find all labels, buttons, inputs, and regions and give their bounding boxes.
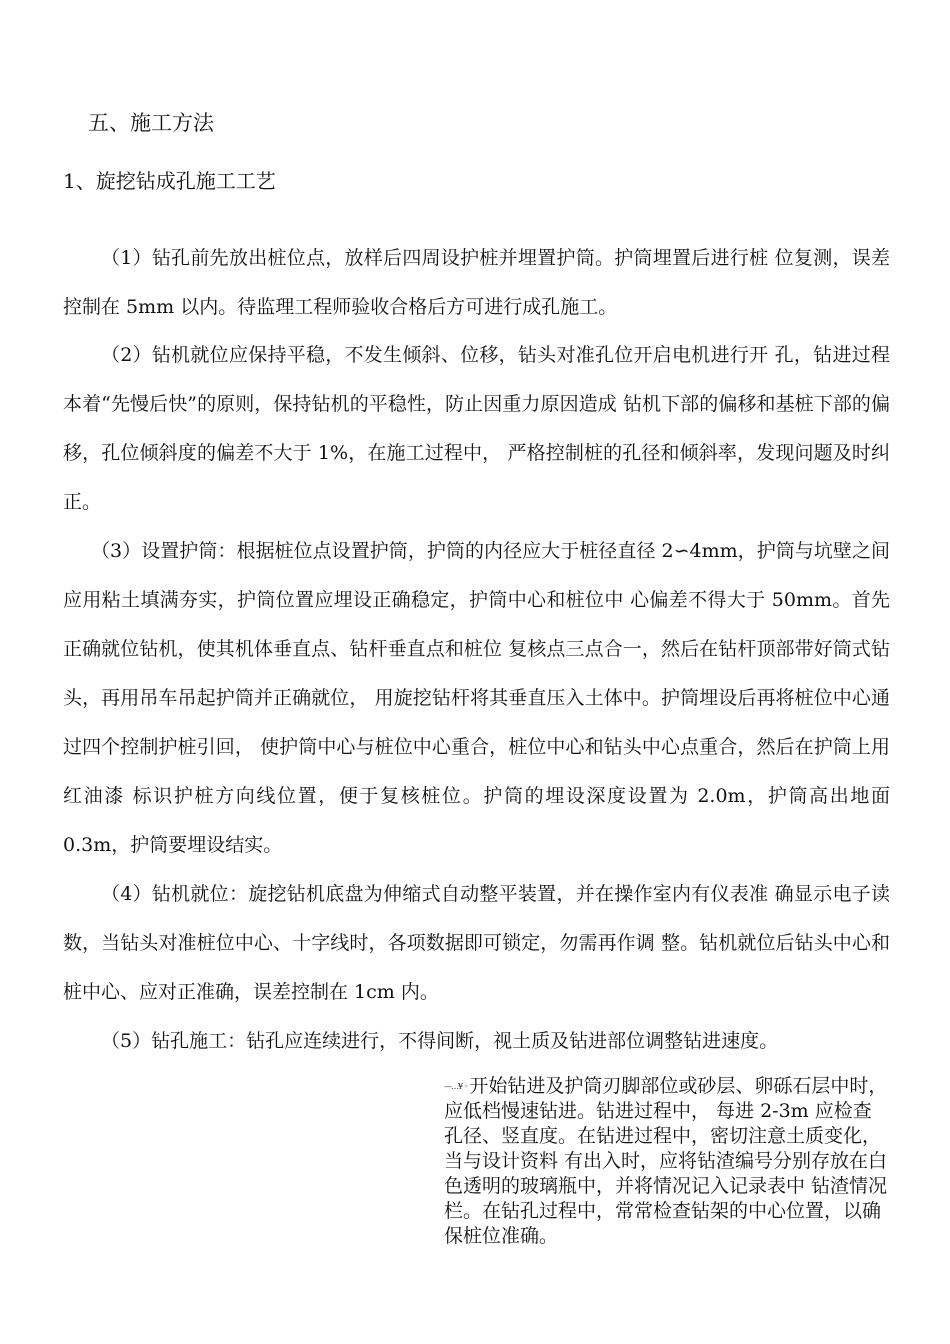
note-mark: —…¥ ◦	[444, 1082, 468, 1091]
paragraph-1: （1）钻孔前先放出桩位点，放样后四周设护桩并埋置护筒。护筒埋置后进行桩 位复测，误差控制在 5mm 以内。待监理工程师验收合格后方可进行成孔施工。	[63, 247, 890, 318]
paragraph-2: （2）钻机就位应保持平稳，不发生倾斜、位移，钻头对准孔位开启电机进行开 孔，钻进过程本着“先慢后快”的原则，保持钻机的平稳性，防止因重力原因造成 钻机下部的偏移和基桩下部的偏移，孔位倾斜度的偏差不大于 1%，在施工过程中， 严格控制桩的孔径和倾斜率，发现问题及时纠正。	[63, 344, 890, 513]
paragraph-4: （4）钻机就位：旋挖钻机底盘为伸缩式自动整平装置，并在操作室内有仪表准 确显示电子读数，当钻头对准桩位中心、十字线时，各项数据即可锁定，勿需再作调 整。钻机就位后钻头中心和桩中心、应对正准确，误差控制在 1cm 内。	[63, 883, 890, 1003]
paragraph-3: （3）设置护筒：根据桩位点设置护筒，护筒的内径应大于桩径直径 2∽4mm，护筒与坑壁之间应用粘土填满夯实，护筒位置应埋设正确稳定，护筒中心和桩位中 心偏差不得大于 50mm。首先正确就位钻机，使其机体垂直点、钻杆垂直点和桩位 复核点三点合一，然后在钻杆顶部带好筒式钻头，再用吊车吊起护筒并正确就位， 用旋挖钻杆将其垂直压入土体中。护筒埋设后再将桩位中心通过四个控制护桩引回， 使护筒中心与桩位中心重合，桩位中心和钻头中心点重合，然后在护筒上用红油漆 标识护桩方向线位置，便于复核桩位。护筒的埋设深度设置为 2.0m，护筒高出地面 0.3m，护筒要埋设结实。	[63, 540, 890, 856]
subsection-heading: 1、旋挖钻成孔施工工艺	[63, 169, 276, 193]
drilling-note	[444, 1074, 890, 1249]
note-text: 开始钻进及护筒刃脚部位或砂层、卵砾石层中时，应低档慢速钻进。钻进过程中， 每进 2-3m 应检查孔径、竖直度。在钻进过程中，密切注意土质变化，当与设计资料 有出入时，应将钻渣编号分别存放在白色透明的玻璃瓶中，并将情况记入记录表中 钻渣情况栏。在钻孔过程中，常常检查钻架的中心位置，以确保桩位准确。	[444, 1075, 888, 1247]
paragraph-5: （5）钻孔施工：钻孔应连续进行，不得间断，视土质及钻进部位调整钻进速度。	[101, 1030, 779, 1052]
section-heading: 五、施工方法	[88, 111, 214, 135]
